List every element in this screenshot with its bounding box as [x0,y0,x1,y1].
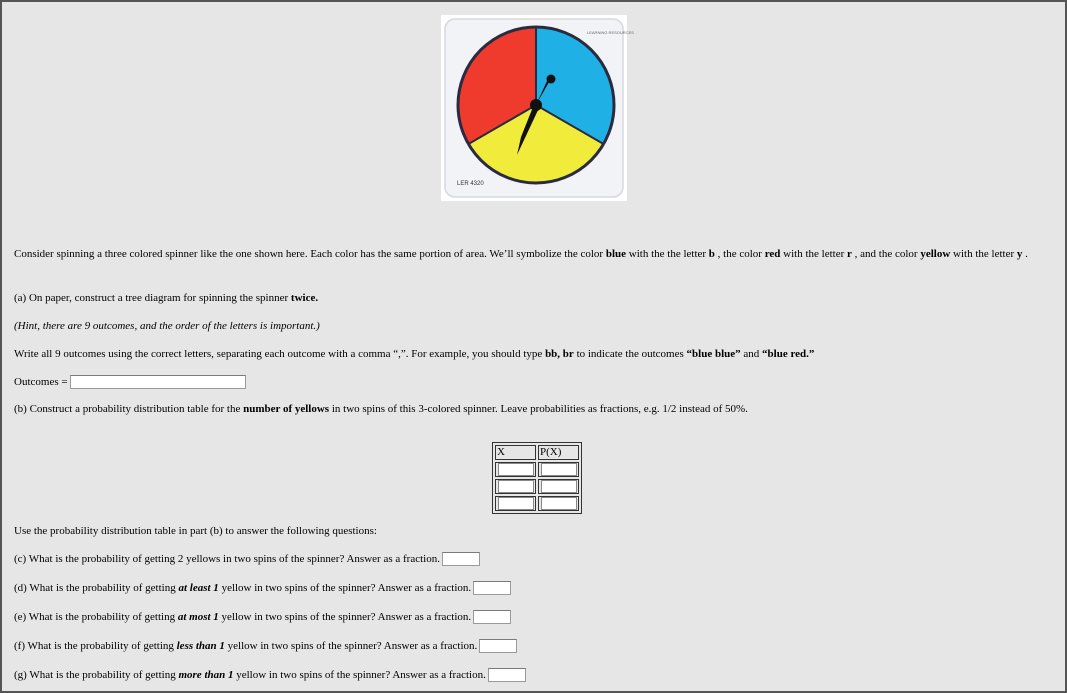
table-cell [495,462,536,477]
table-row [495,496,579,511]
px-input[interactable] [541,480,577,493]
part-a-text: (a) On paper, construct a tree diagram for spinning the spinner twice. [14,292,319,304]
table-header-row [495,445,579,460]
table-cell [495,479,536,494]
outcomes-label: Outcomes = [14,376,68,388]
pointer-tip [547,75,556,84]
px-input[interactable] [541,463,577,476]
question-d: (d) What is the probability of getting at least 1 yellow in two spins of the spinner? Answer as a fraction. [14,581,511,595]
question-c: (c) What is the probability of getting 2 yellows in two spins of the spinner? Answer as a fraction. [14,552,480,566]
table-cell [495,496,536,511]
answer-c-input[interactable] [442,552,480,566]
x-input[interactable] [498,463,534,476]
header-x: X [495,445,536,460]
outcomes-row [14,375,246,389]
distribution-table [492,442,582,514]
use-table-text: Use the probability distribution table in part (b) to answer the following questions: [14,525,377,537]
answer-d-input[interactable] [473,581,511,595]
table-row [495,479,579,494]
spinner-graphic [441,15,634,201]
table-cell [538,479,579,494]
answer-f-input[interactable] [479,639,517,653]
intro-paragraph: Consider spinning a three colored spinner like the one shown here. Each color has the same portion of area. We’ll symbolize the color blue with the the letter b , the color red with the letter r , and the color yellow with the letter y . [14,248,1028,260]
x-input[interactable] [498,497,534,510]
hint-text: (Hint, there are 9 outcomes, and the order of the letters is important.) [14,320,320,332]
question-g: (g) What is the probability of getting more than 1 yellow in two spins of the spinner? Answer as a fraction. [14,668,526,682]
spinner-hub [530,99,542,111]
question-f: (f) What is the probability of getting less than 1 yellow in two spins of the spinner? Answer as a fraction. [14,639,517,653]
px-input[interactable] [541,497,577,510]
table-cell [538,462,579,477]
table-cell [538,496,579,511]
question-e: (e) What is the probability of getting at most 1 yellow in two spins of the spinner? Answer as a fraction. [14,610,511,624]
answer-e-input[interactable] [473,610,511,624]
x-input[interactable] [498,480,534,493]
spinner-image [441,15,634,201]
spinner-code-label: LER 4320 [457,181,484,187]
instructions-text: Write all 9 outcomes using the correct letters, separating each outcome with a comma “,”. For example, you should type bb, br to indicate the outcomes “blue blue” and “blue red.” [14,348,815,360]
table-row [495,462,579,477]
answer-g-input[interactable] [488,668,526,682]
header-px: P(X) [538,445,579,460]
spinner-logo: LEARNING RESOURCES [587,30,634,35]
part-b-text: (b) Construct a probability distribution table for the number of yellows in two spins of this 3-colored spinner. Leave probabilities as fractions, e.g. 1/2 instead of 50%. [14,403,748,415]
outcomes-input[interactable] [70,375,246,389]
